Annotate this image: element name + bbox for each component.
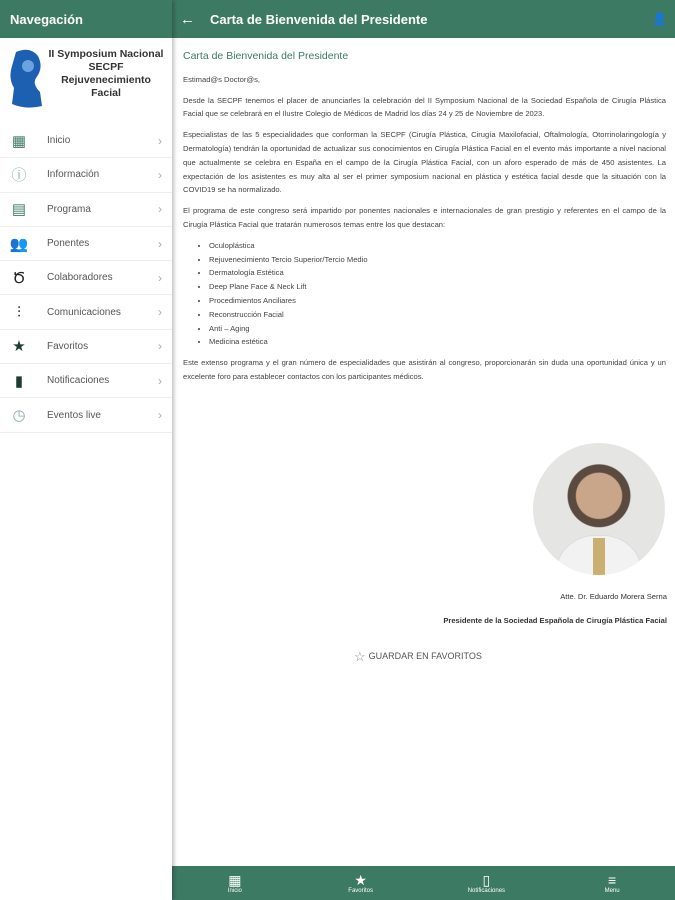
app-bar bbox=[172, 0, 675, 38]
menu-label: Programa bbox=[47, 203, 91, 215]
tab-favoritos[interactable] bbox=[311, 866, 411, 900]
sidebar-item-inicio[interactable] bbox=[0, 124, 172, 158]
grid-icon: ▦ bbox=[228, 872, 242, 888]
brand-name: II Symposium Nacional SECPF Rejuvenecimiento Facial bbox=[48, 48, 164, 99]
sidebar-item-informacion[interactable] bbox=[0, 158, 172, 192]
grid-icon: ▦ bbox=[11, 132, 27, 150]
greeting: Estimad@s Doctor@s, bbox=[183, 74, 261, 84]
list-item: • Reconstrucción Facial bbox=[209, 308, 666, 322]
calendar-icon: ▤ bbox=[11, 201, 27, 219]
sidebar-item-eventos-live[interactable] bbox=[0, 398, 172, 432]
topics-list bbox=[209, 239, 666, 349]
chevron-right-icon: › bbox=[158, 167, 162, 182]
chevron-right-icon: › bbox=[158, 270, 162, 285]
sidebar-item-programa[interactable] bbox=[0, 193, 172, 227]
tab-label: Inicio bbox=[227, 888, 242, 894]
list-item: • Oculoplástica bbox=[209, 239, 666, 253]
letter-heading: Carta de Bienvenida del Presidente bbox=[183, 50, 349, 62]
navigation-drawer bbox=[0, 0, 172, 900]
list-item: • Rejuvenecimiento Tercio Superior/Tercio Medio bbox=[209, 253, 666, 267]
menu-label: Favoritos bbox=[47, 340, 89, 352]
speakers-icon: 👥 bbox=[9, 235, 29, 253]
list-item: • Procedimientos Anciliares bbox=[209, 294, 666, 308]
logo-icon bbox=[6, 48, 46, 110]
sidebar-item-notificaciones[interactable] bbox=[0, 364, 172, 398]
tab-label: Notificaciones bbox=[467, 888, 506, 894]
chevron-right-icon: › bbox=[158, 305, 162, 320]
menu-label: Notificaciones bbox=[47, 375, 110, 387]
phone-icon: ▯ bbox=[482, 872, 491, 888]
menu-label: Comunicaciones bbox=[47, 306, 121, 318]
list-item: • Medicina estética bbox=[209, 335, 666, 349]
chevron-right-icon: › bbox=[158, 339, 162, 354]
hamburger-menu-icon: ≡ bbox=[608, 872, 617, 888]
tab-notificaciones[interactable] bbox=[436, 866, 536, 900]
signature: Atte. Dr. Eduardo Morera Serna bbox=[560, 592, 667, 601]
list-item: • Anti – Aging bbox=[209, 322, 666, 336]
presentation-icon: ⫶ bbox=[17, 303, 21, 321]
list-item: • Deep Plane Face & Neck Lift bbox=[209, 280, 666, 294]
chevron-right-icon: › bbox=[158, 202, 162, 217]
save-favorite-button[interactable] bbox=[354, 650, 482, 664]
sidebar-item-ponentes[interactable] bbox=[0, 227, 172, 261]
page-title: Carta de Bienvenida del Presidente bbox=[210, 11, 428, 27]
menu-label: Información bbox=[47, 169, 100, 181]
tab-menu[interactable] bbox=[562, 866, 662, 900]
star-outline-icon: ☆ bbox=[354, 649, 366, 664]
back-arrow-icon[interactable]: ← bbox=[180, 10, 195, 28]
paragraph: El programa de este congreso será impartido por ponentes nacionales e internacionales de gran prestigio y referentes en el campo de la Cirugía Plástica Facial que tratarán numerosos temas entre los que destacan: bbox=[183, 206, 666, 229]
brand bbox=[0, 38, 172, 124]
sidebar-item-favoritos[interactable] bbox=[0, 330, 172, 364]
info-icon: ⓘ bbox=[11, 167, 27, 185]
drawer-title: Navegación bbox=[0, 0, 172, 38]
menu-label: Inicio bbox=[47, 135, 71, 147]
paragraph: Este extenso programa y el gran número de especialidades que asistirán al congreso, proporcionarán sin duda una oportunidad única y un excelente foro para establecer contactos con los participantes médicos. bbox=[183, 358, 666, 381]
chevron-right-icon: › bbox=[158, 373, 162, 388]
sidebar-item-colaboradores[interactable] bbox=[0, 261, 172, 295]
menu-label: Ponentes bbox=[47, 238, 90, 250]
user-icon[interactable]: 👤 bbox=[652, 12, 667, 26]
sidebar-item-comunicaciones[interactable] bbox=[0, 295, 172, 329]
chevron-right-icon: › bbox=[158, 133, 162, 148]
phone-icon: ▮ bbox=[14, 372, 24, 390]
paragraph: Desde la SECPF tenemos el placer de anunciarles la celebración del II Symposium Nacional de la Sociedad Española de Cirugía Plástica Facial que se celebrará en el Ilustre Colegio de Médicos de Madrid los días 24 y 25 de Noviembre de 2023. bbox=[183, 95, 666, 119]
paragraph: Especialistas de las 5 especialidades que conforman la SECPF (Cirugía Plástica, Cirugía Maxilofacial, Oftalmología, Otorrinolaringología y Dermatología) tendrán la oportunidad de actualizar sus conocimientos en Cirugía Plástica Facial en el evento más importante a nivel nacional que actualmente se celebra en España en el campo de la Cirugía Plástica Facial, con un aforo esperado de más de 450 asistentes. La expectación de los asistentes es muy alta al ser el primer symposium nacional en plástica y estética facial desde que la situación con la COVID19 se ha normalizado. bbox=[183, 130, 666, 195]
star-icon: ★ bbox=[354, 872, 367, 888]
tab-label: Favoritos bbox=[348, 888, 373, 894]
medal-icon: Ծ bbox=[12, 269, 26, 287]
save-favorite-label: GUARDAR EN FAVORITOS bbox=[368, 651, 482, 661]
chevron-right-icon: › bbox=[158, 408, 162, 423]
chevron-right-icon: › bbox=[158, 236, 162, 251]
tab-label: Menu bbox=[604, 888, 620, 894]
bottom-nav bbox=[172, 866, 675, 900]
signature-position: Presidente de la Sociedad Española de Cirugía Plástica Facial bbox=[443, 616, 667, 625]
list-item: • Dermatología Estética bbox=[209, 266, 666, 280]
menu-list bbox=[0, 124, 172, 433]
menu-label: Eventos live bbox=[47, 409, 101, 421]
clock-icon: ◷ bbox=[12, 407, 26, 425]
star-icon: ★ bbox=[12, 338, 26, 356]
menu-label: Colaboradores bbox=[47, 272, 113, 284]
president-photo bbox=[533, 443, 665, 575]
tab-inicio[interactable] bbox=[185, 866, 285, 900]
letter-content bbox=[172, 38, 675, 866]
